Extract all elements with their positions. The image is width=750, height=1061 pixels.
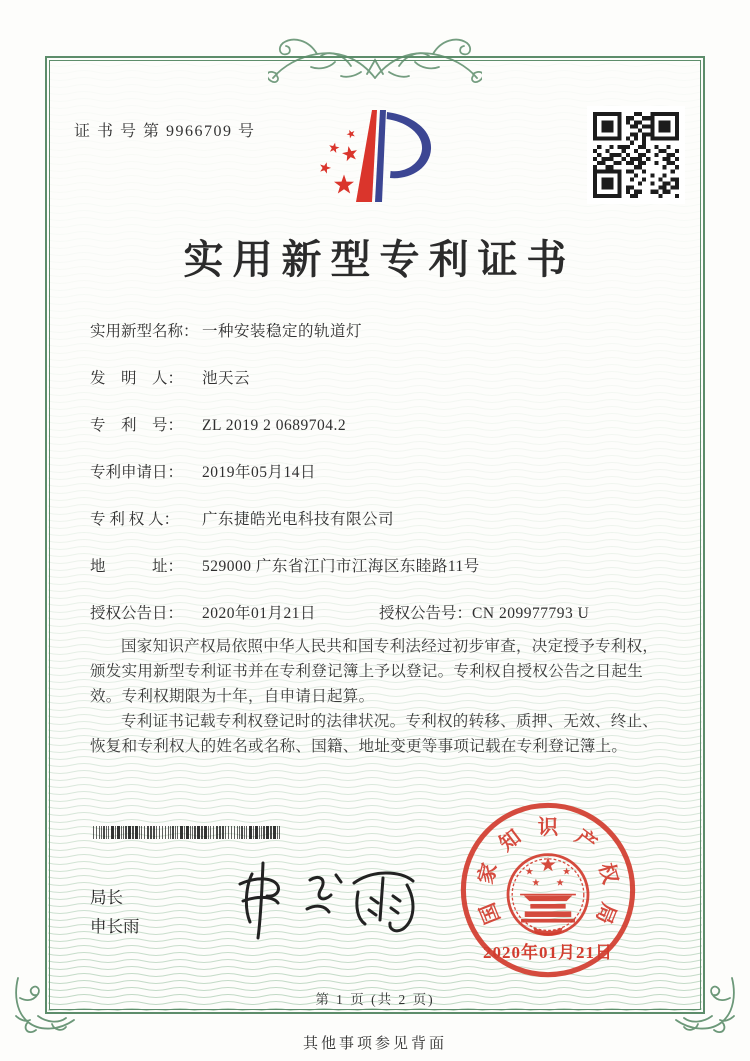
svg-text:权: 权 bbox=[594, 860, 621, 887]
svg-text:局: 局 bbox=[591, 899, 620, 927]
field-value: ZL 2019 2 0689704.2 bbox=[202, 417, 347, 434]
field-row-filing-date bbox=[90, 461, 665, 485]
qr-code bbox=[587, 106, 685, 204]
field-row-patentee bbox=[90, 508, 665, 532]
legal-paragraph-2: 专利证书记载专利权登记时的法律状况。专利权的转移、质押、无效、终止、恢复和专利权人的姓名或名称、国籍、地址变更等事项记载在专利登记簿上。 bbox=[90, 713, 659, 756]
corner-flourish-right bbox=[670, 972, 742, 1034]
field-label: 授权公告日： bbox=[90, 605, 184, 622]
page-number: 第 1 页 (共 2 页) bbox=[315, 992, 435, 1007]
back-note: 其他事项参见背面 bbox=[302, 1036, 447, 1052]
logo-stars-icon bbox=[320, 130, 357, 194]
field-label: 专利申请日： bbox=[90, 464, 184, 481]
top-flourish-ornament bbox=[268, 16, 482, 104]
field-label: 地 址： bbox=[90, 558, 184, 575]
field-value: 529000 广东省江门市江海区东睦路11号 bbox=[202, 558, 480, 575]
director-name: 申长雨 bbox=[90, 917, 140, 936]
svg-text:国: 国 bbox=[476, 899, 505, 927]
field-row-grant bbox=[90, 602, 665, 626]
svg-text:家: 家 bbox=[475, 860, 502, 887]
field-label: 专 利 权 人： bbox=[90, 511, 180, 528]
field-label: 实用新型名称： bbox=[90, 323, 199, 340]
svg-text:产: 产 bbox=[570, 825, 601, 856]
field-row-inventor bbox=[90, 367, 665, 391]
field-list bbox=[90, 320, 665, 649]
director-signature bbox=[208, 858, 426, 942]
seal-text-ring bbox=[473, 816, 623, 927]
director-block bbox=[90, 884, 140, 942]
field-value: 一种安装稳定的轨道灯 bbox=[202, 323, 363, 340]
cnipa-logo bbox=[298, 96, 460, 216]
field-value: 2020年01月21日 bbox=[202, 605, 317, 622]
field-row-patent-name bbox=[90, 320, 665, 344]
director-title: 局长 bbox=[90, 889, 123, 907]
field-value: CN 209977793 U bbox=[472, 605, 590, 622]
legal-paragraph-1: 国家知识产权局依照中华人民共和国专利法经过初步审查，决定授予专利权，颁发实用新型专利证书并在专利登记簿上予以登记。专利权自授权公告之日起生效。专利权期限为十年，自申请日起算。 bbox=[90, 638, 659, 706]
certificate-title: 实用新型专利证书 bbox=[183, 237, 576, 282]
field-row-address bbox=[90, 555, 665, 579]
field-label: 授权公告号： bbox=[379, 605, 473, 622]
field-value: 池天云 bbox=[202, 370, 251, 387]
svg-text:识: 识 bbox=[537, 817, 559, 840]
field-row-patent-number bbox=[90, 414, 665, 438]
seal-date: 2020年01月21日 bbox=[483, 943, 613, 962]
field-value: 广东捷皓光电科技有限公司 bbox=[202, 511, 395, 528]
field-label: 专 利 号： bbox=[90, 417, 184, 434]
barcode bbox=[93, 826, 283, 839]
legal-text bbox=[90, 634, 664, 760]
field-label: 发 明 人： bbox=[90, 370, 184, 387]
field-value: 2019年05月14日 bbox=[202, 464, 317, 481]
certificate-number: 证 书 号 第 9966709 号 bbox=[74, 123, 256, 140]
svg-text:知: 知 bbox=[495, 825, 526, 856]
corner-flourish-left bbox=[8, 972, 80, 1034]
